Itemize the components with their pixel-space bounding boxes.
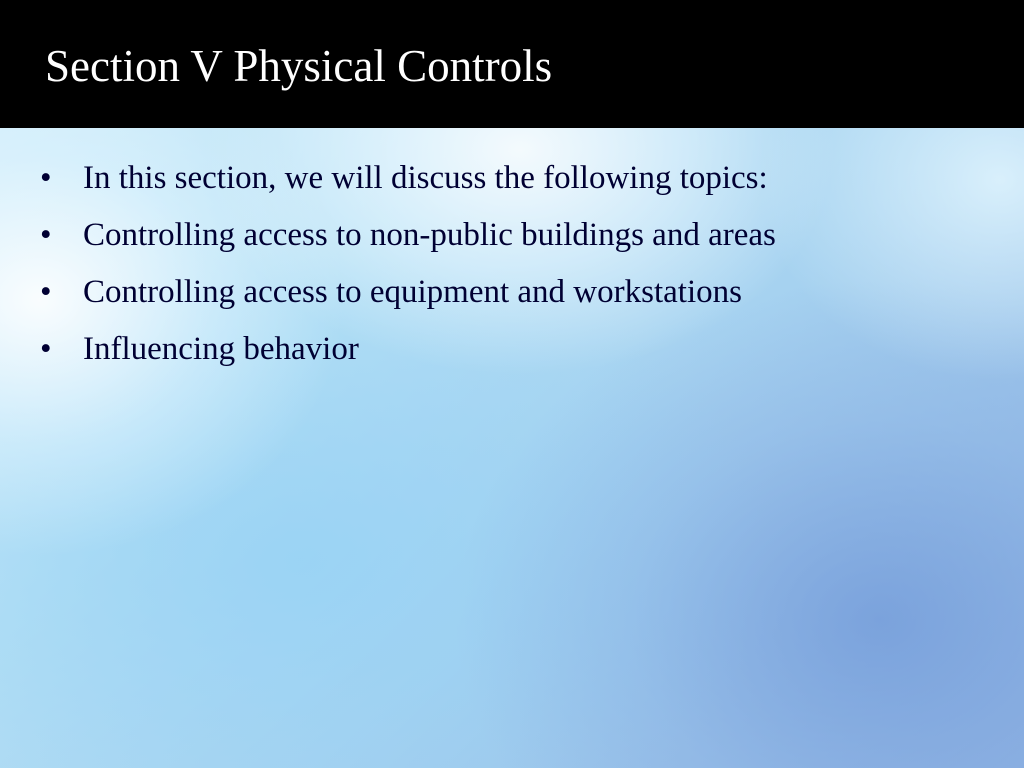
bullet-text: Influencing behavior xyxy=(83,331,359,367)
bullet-icon: • xyxy=(40,160,52,196)
bullet-list xyxy=(40,150,776,378)
bullet-item xyxy=(40,150,776,207)
bullet-item xyxy=(40,321,776,378)
slide-title: Section V Physical Controls xyxy=(45,41,553,91)
bullet-icon: • xyxy=(40,274,52,310)
bullet-text: Controlling access to equipment and workstations xyxy=(83,274,742,310)
title-bar xyxy=(0,0,1024,128)
bullet-icon: • xyxy=(40,331,52,367)
bullet-item xyxy=(40,264,776,321)
bullet-item xyxy=(40,207,776,264)
bullet-text: In this section, we will discuss the following topics: xyxy=(83,160,768,196)
bullet-text: Controlling access to non-public buildings and areas xyxy=(83,217,776,253)
bullet-icon: • xyxy=(40,217,52,253)
